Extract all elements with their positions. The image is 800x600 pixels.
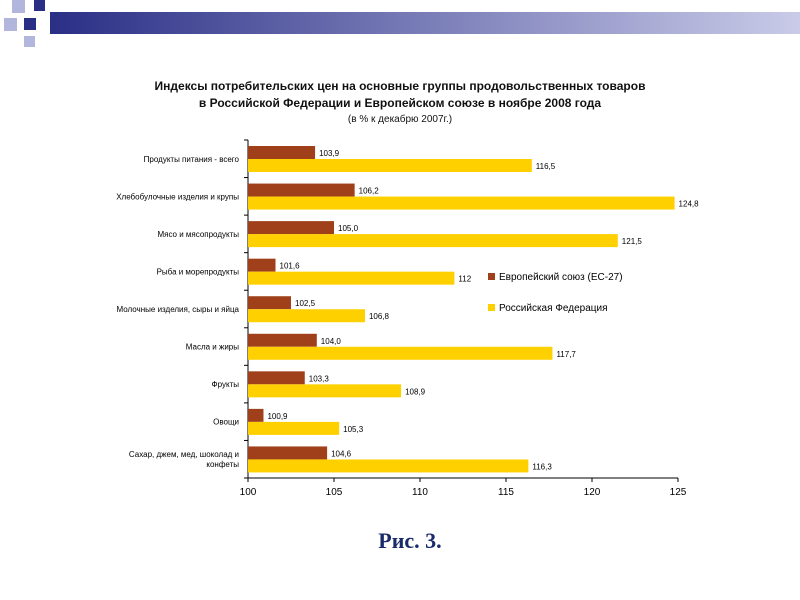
- data-label: 112: [458, 274, 472, 284]
- legend-label: Европейский союз (ЕС-27): [499, 272, 623, 283]
- category-label: [212, 380, 240, 389]
- category-label-line: Хлебобулочные изделия и крупы: [116, 192, 239, 202]
- data-label: 116,5: [535, 162, 556, 171]
- data-label: 124,8: [678, 199, 699, 209]
- bar-russia: [248, 422, 339, 435]
- x-tick-label: 105: [325, 487, 343, 498]
- legend-label: Российская Федерация: [499, 303, 608, 314]
- category-label: [186, 343, 240, 352]
- bar-eu: [248, 371, 305, 384]
- category-label-line: Продукты питания - всего: [143, 154, 239, 164]
- bar-russia: [248, 197, 675, 210]
- category-label-line: Фрукты: [211, 380, 239, 390]
- category-label: [157, 267, 240, 276]
- legend-swatch: [488, 273, 495, 280]
- data-label: 105,0: [338, 224, 359, 234]
- x-tick-label: 120: [583, 487, 601, 498]
- bar-eu: [248, 446, 327, 459]
- data-label: 104,6: [331, 449, 352, 459]
- bar-eu: [248, 184, 355, 197]
- category-label: [116, 192, 239, 201]
- chart-title-line-1: Индексы потребительских цен на основные группы продовольственных товаров: [154, 79, 646, 93]
- data-label: 102,5: [295, 299, 316, 309]
- chart-subtitle: (в % к декабрю 2007г.): [347, 114, 453, 125]
- bar-russia: [248, 384, 401, 397]
- data-label: 100,9: [267, 411, 288, 421]
- x-tick-label: 125: [669, 487, 687, 498]
- data-label: 103,3: [308, 374, 329, 384]
- x-tick-label: 115: [498, 487, 514, 498]
- bar-russia: [248, 159, 532, 172]
- legend-swatch: [488, 304, 495, 311]
- bar-eu: [248, 221, 334, 234]
- bar-russia: [248, 309, 365, 322]
- bar-eu: [248, 259, 276, 272]
- data-label: 117,7: [556, 349, 576, 359]
- category-label-line: Мясо и мясопродукты: [157, 229, 239, 239]
- category-label-line: Сахар, джем, мед, шоколад и: [128, 450, 239, 460]
- bar-russia: [248, 347, 552, 360]
- bar-russia: [248, 272, 454, 285]
- category-label: [129, 450, 239, 469]
- data-label: 106,2: [358, 186, 379, 196]
- data-label: 116,3: [532, 462, 552, 472]
- category-label: [157, 230, 239, 239]
- bar-eu: [248, 409, 263, 422]
- data-label: 121,5: [621, 237, 642, 247]
- data-label: 101,6: [279, 261, 300, 271]
- x-tick-label: 110: [412, 487, 428, 498]
- data-label: 105,3: [343, 424, 364, 434]
- data-label: 103,9: [319, 149, 340, 158]
- category-label-line: Молочные изделия, сыры и яйца: [116, 305, 239, 314]
- bar-eu: [248, 334, 317, 347]
- bar-eu: [248, 146, 315, 159]
- bar-russia: [248, 459, 528, 472]
- category-label-line: Овощи: [213, 417, 239, 427]
- bar-russia: [248, 234, 618, 247]
- category-label-line: Масла и жиры: [185, 342, 239, 352]
- category-label: [144, 155, 240, 164]
- category-label-line: конфеты: [206, 460, 239, 470]
- x-tick-label: 100: [239, 487, 257, 498]
- chart-title-line-2: в Российской Федерации и Европейском союзе в ноябре 2008 года: [198, 96, 602, 110]
- bar-eu: [248, 296, 291, 309]
- data-label: 106,8: [368, 312, 389, 322]
- data-label: 104,0: [320, 336, 341, 346]
- category-label: [117, 305, 240, 314]
- data-label: 108,9: [405, 387, 426, 397]
- category-label: [213, 418, 239, 427]
- category-label-line: Рыба и морепродукты: [156, 267, 239, 277]
- figure-caption: Рис. 3.: [378, 528, 442, 553]
